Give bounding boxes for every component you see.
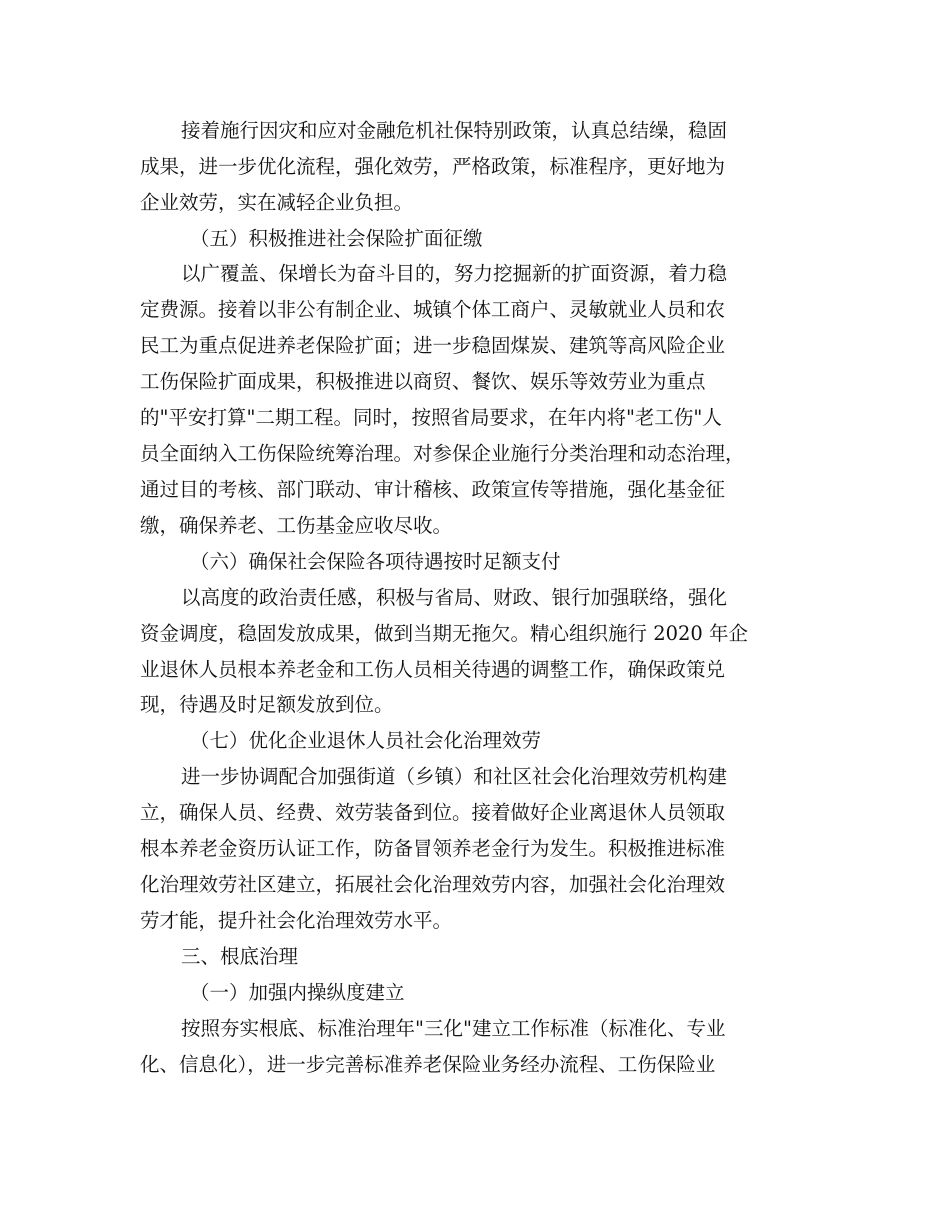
paragraph-line: 按照夯实根底、标准治理年"三化"建立工作标准（标准化、专业	[181, 1017, 726, 1040]
paragraph-line: 企业效劳，实在减轻企业负担。	[140, 191, 414, 214]
paragraph-line: 缴，确保养老、工伤基金应收尽收。	[140, 514, 453, 537]
paragraph-line: 成果，进一步优化流程，强化效劳，严格政策，标准程序，更好地为	[140, 155, 726, 178]
paragraph-line: 以高度的政治责任感，积极与省局、财政、银行加强联络，强化	[181, 586, 728, 609]
paragraph-line: 以广覆盖、保增长为奋斗目的，努力挖掘新的扩面资源，着力稳	[181, 262, 728, 285]
section-heading: 三、根底治理	[181, 945, 299, 968]
paragraph-line: 进一步协调配合加强街道（乡镇）和社区社会化治理效劳机构建	[181, 765, 728, 788]
section-heading: （七）优化企业退休人员社会化治理效劳	[190, 729, 542, 752]
paragraph-line: 民工为重点促进养老保险扩面；进一步稳固煤炭、建筑等高风险企业	[140, 334, 726, 357]
paragraph-line: 现，待遇及时足额发放到位。	[140, 693, 394, 716]
paragraph-line: 的"平安打算"二期工程。同时，按照省局要求，在年内将"老工伤"人	[140, 406, 722, 429]
paragraph-line: 工伤保险扩面成果，积极推进以商贸、餐饮、娱乐等效劳业为重点	[140, 370, 706, 393]
paragraph-line: 劳才能，提升社会化治理效劳水平。	[140, 909, 453, 932]
paragraph-line: 接着施行因灾和应对金融危机社保特别政策，认真总结缲，稳固	[181, 119, 728, 142]
paragraph-line: 业退休人员根本养老金和工伤人员相关待遇的调整工作，确保政策兑	[140, 658, 726, 681]
paragraph-line: 化、信息化），进一步完善标准养老保险业务经办流程、工伤保险业	[140, 1053, 716, 1076]
section-heading: （六）确保社会保险各项待遇按时足额支付	[190, 550, 561, 573]
paragraph-line: 通过目的考核、部门联动、审计稽核、政策宣传等措施，强化基金征	[140, 478, 726, 501]
section-heading: （一）加强内操纵度建立	[190, 981, 405, 1004]
paragraph-line: 化治理效劳社区建立，拓展社会化治理效劳内容，加强社会化治理效	[140, 873, 726, 896]
paragraph-line: 定费源。接着以非公有制企业、城镇个体工商户、灵敏就业人员和农	[140, 298, 726, 321]
section-heading: （五）积极推进社会保险扩面征缴	[190, 227, 483, 250]
paragraph-line: 根本养老金资历认证工作，防备冒领养老金行为发生。积极推进标准	[140, 837, 726, 860]
paragraph-line: 立，确保人员、经费、效劳装备到位。接着做好企业离退休人员领取	[140, 801, 726, 824]
paragraph-line: 员全面纳入工伤保险统筹治理。对参保企业施行分类治理和动态治理，	[140, 442, 745, 465]
paragraph-line: 资金调度，稳固发放成果，做到当期无拖欠。精心组织施行 2020 年企	[140, 622, 749, 645]
